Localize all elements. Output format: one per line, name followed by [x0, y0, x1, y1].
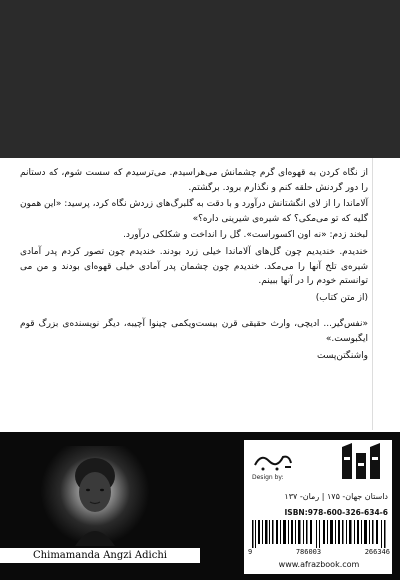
excerpt-source: (از متن کتاب) — [315, 292, 368, 303]
barcode-digit-group: 266346 — [364, 548, 390, 556]
publisher-info-panel — [244, 440, 392, 574]
designer-logo-icon — [250, 446, 296, 476]
isbn: ISBN:978-600-326-634-6 — [284, 508, 388, 517]
publisher-logo-icon — [336, 442, 386, 484]
barcode-icon — [250, 520, 388, 548]
spine-strip — [372, 158, 400, 430]
author-name: Chimamanda Angzi Adichi — [0, 548, 200, 563]
publisher-website-link[interactable]: www.afrazbook.com — [278, 560, 360, 569]
series-info: داستان جهان- ۱۷۵ | رمان- ۱۳۷ — [284, 492, 388, 501]
excerpt-paragraph-4: خندیدم. خندیدیم چون گل‌های آلاماندا خیلی زرد بودند. خندیدم چون تصور کردم پدر آمادی شیره‌ی تلخ آنها را می‌مکد. خندیدم چون چشمان پدر آمادی خیلی قهوه‌ای بودند و من می توانستم خودم را در آنها ببینم. — [20, 246, 368, 287]
back-cover-text — [20, 166, 368, 365]
excerpt-paragraph-3: لبخند زدم: «نه اون اکسوراست». گل را انداخت و شکلکی درآورد. — [123, 230, 368, 241]
excerpt-paragraph-2: آلاماندا را از لای انگشتانش درآورد و با دقت به گلبرگ‌های زردش نگاه کرد، پرسید: «این همون گلیه که تو می‌مکی؟ که شیره‌ی شیرینی داره؟» — [19, 199, 368, 224]
review-quote: «نفس‌گیر... ادیچی، وارث حقیقی قرن بیست‌ویکمی چینوا آچیبه، دیگر نویسنده‌ی بزرگ قوم ایگبوست.» — [20, 319, 368, 344]
review-source: واشنگتن‌پست — [316, 350, 368, 361]
barcode-digits — [248, 548, 390, 556]
design-by-label: Design by: — [252, 474, 284, 481]
excerpt-paragraph-1: از نگاه کردن به قهوه‌ای گرم چشمانش می‌هراسیدم. می‌ترسیدم که سست شوم، که دستانم را دور گردنش حلقه کنم و نگذارم برود. برگشتم. — [20, 168, 368, 193]
barcode-digit-group: 786003 — [295, 548, 322, 556]
barcode-digit-group: 9 — [248, 548, 253, 556]
author-photo — [40, 446, 150, 546]
cover-top-dark-band — [0, 0, 400, 158]
